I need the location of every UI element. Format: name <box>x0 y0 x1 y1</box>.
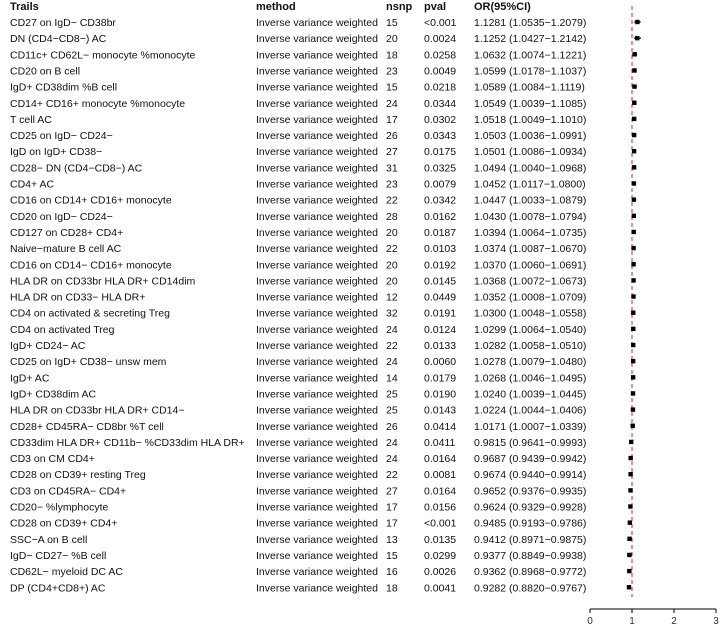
row-pval: 0.0414 <box>424 420 457 433</box>
row-pval: 0.0060 <box>424 356 457 369</box>
row-trait: CD11c+ CD62L− monocyte %monocyte <box>10 49 196 62</box>
table-row <box>10 227 586 239</box>
row-nsnp: 20 <box>386 259 398 272</box>
row-or-ci: 0.9652 (0.9376−0.9935) <box>474 485 587 498</box>
row-nsnp: 17 <box>386 113 398 126</box>
point-estimate <box>632 117 636 121</box>
row-method: Inverse variance weighted <box>256 243 378 256</box>
row-or-ci: 1.0171 (1.0007−1.0339) <box>474 420 587 433</box>
row-pval: 0.0026 <box>424 566 457 579</box>
row-pval: 0.0190 <box>424 388 457 401</box>
row-pval: 0.0143 <box>424 404 457 417</box>
row-method: Inverse variance weighted <box>256 275 378 288</box>
row-method: Inverse variance weighted <box>256 113 378 126</box>
row-nsnp: 23 <box>386 65 398 78</box>
row-or-ci: 1.0599 (1.0178−1.1037) <box>474 65 587 78</box>
point-estimate <box>628 472 632 476</box>
row-method: Inverse variance weighted <box>256 210 378 223</box>
row-trait: IgD+ CD38dim AC <box>10 388 97 401</box>
row-or-ci: 1.0452 (1.0117−1.0800) <box>474 178 586 191</box>
row-nsnp: 24 <box>386 323 398 336</box>
plot-area <box>587 6 719 627</box>
point-estimate <box>632 197 636 201</box>
point-estimate <box>628 520 632 524</box>
row-or-ci: 0.9377 (0.8849−0.9938) <box>474 549 587 562</box>
row-or-ci: 1.0224 (1.0044−1.0406) <box>474 404 587 417</box>
row-trait: DP (CD4+CD8+) AC <box>10 582 106 595</box>
table-row <box>10 114 586 126</box>
row-pval: 0.0342 <box>424 194 457 207</box>
x-tick-label: 3 <box>713 616 719 627</box>
row-trait: CD4 on activated & secreting Treg <box>10 307 170 320</box>
table-row <box>10 162 586 174</box>
x-tick-label: 0 <box>587 616 593 627</box>
row-nsnp: 26 <box>386 130 398 143</box>
row-nsnp: 27 <box>386 146 398 159</box>
row-method: Inverse variance weighted <box>256 436 378 449</box>
row-nsnp: 22 <box>386 194 398 207</box>
point-estimate <box>632 133 636 137</box>
row-or-ci: 1.0240 (1.0039−1.0445) <box>474 388 587 401</box>
row-trait: CD20 on B cell <box>10 65 81 78</box>
row-trait: IgD+ CD38dim %B cell <box>10 81 118 94</box>
table-row <box>10 243 586 255</box>
table-row <box>10 211 586 223</box>
row-pval: 0.0179 <box>424 372 457 385</box>
row-method: Inverse variance weighted <box>256 388 378 401</box>
row-nsnp: 15 <box>386 17 398 29</box>
row-pval: 0.0145 <box>424 275 457 288</box>
point-estimate <box>631 278 635 282</box>
row-nsnp: 24 <box>386 436 398 449</box>
row-nsnp: 18 <box>386 582 398 595</box>
row-trait: CD3 on CD45RA− CD4+ <box>10 485 127 498</box>
row-pval: 0.0079 <box>424 178 457 191</box>
row-nsnp: 22 <box>386 340 398 352</box>
table-row <box>10 550 586 562</box>
row-method: Inverse variance weighted <box>256 372 378 385</box>
table-row <box>10 485 586 497</box>
row-nsnp: 18 <box>386 49 398 62</box>
row-method: Inverse variance weighted <box>256 469 378 482</box>
row-pval: 0.0081 <box>424 469 457 482</box>
row-pval: 0.0218 <box>424 81 457 94</box>
row-or-ci: 1.0374 (1.0087−1.0670) <box>474 243 587 256</box>
row-or-ci: 0.9624 (0.9329−0.9928) <box>474 501 587 514</box>
row-trait: CD25 on IgD+ CD38− unsw mem <box>10 356 167 369</box>
row-method: Inverse variance weighted <box>256 582 378 595</box>
point-estimate <box>635 36 639 40</box>
point-estimate <box>631 230 635 234</box>
row-method: Inverse variance weighted <box>256 501 378 514</box>
table-row <box>10 308 586 320</box>
row-nsnp: 17 <box>386 501 398 514</box>
row-trait: HLA DR on CD33br HLA DR+ CD14− <box>10 404 185 417</box>
row-method: Inverse variance weighted <box>256 259 378 272</box>
row-or-ci: 1.0300 (1.0048−1.0558) <box>474 307 587 320</box>
row-nsnp: 22 <box>386 243 398 256</box>
table-row <box>10 372 586 384</box>
point-estimate <box>631 391 635 395</box>
row-method: Inverse variance weighted <box>256 356 378 369</box>
row-pval: 0.0124 <box>424 323 457 336</box>
row-trait: CD20 on IgD− CD24− <box>10 210 113 223</box>
table-row <box>10 582 586 594</box>
row-or-ci: 0.9687 (0.9439−0.9942) <box>474 453 587 466</box>
row-method: Inverse variance weighted <box>256 533 378 546</box>
row-nsnp: 24 <box>386 356 398 369</box>
row-or-ci: 1.0501 (1.0086−1.0934) <box>474 146 587 159</box>
row-trait: IgD− CD27− %B cell <box>10 549 107 562</box>
point-estimate <box>628 456 632 460</box>
point-estimate <box>635 20 639 24</box>
row-pval: 0.0175 <box>424 146 457 159</box>
row-trait: CD33dim HLA DR+ CD11b− %CD33dim HLA DR+ <box>10 436 245 449</box>
row-or-ci: 1.0518 (1.0049−1.1010) <box>474 113 587 126</box>
row-method: Inverse variance weighted <box>256 97 378 110</box>
table-row <box>10 518 586 530</box>
row-nsnp: 24 <box>386 97 398 110</box>
row-trait: CD28− DN (CD4−CD8−) AC <box>10 162 143 175</box>
row-method: Inverse variance weighted <box>256 17 378 29</box>
row-trait: CD28 on CD39+ CD4+ <box>10 517 118 530</box>
row-pval: 0.0103 <box>424 243 457 256</box>
row-trait: CD127 on CD28+ CD4+ <box>10 226 124 239</box>
row-nsnp: 20 <box>386 33 398 46</box>
row-pval: 0.0162 <box>424 210 457 223</box>
table-row <box>10 179 586 191</box>
row-nsnp: 25 <box>386 388 398 401</box>
table-row <box>10 566 586 578</box>
point-estimate <box>631 375 635 379</box>
row-method: Inverse variance weighted <box>256 226 378 239</box>
row-or-ci: 1.0368 (1.0072−1.0673) <box>474 275 587 288</box>
table-row <box>10 437 586 449</box>
row-method: Inverse variance weighted <box>256 162 378 175</box>
row-method: Inverse variance weighted <box>256 307 378 320</box>
row-nsnp: 24 <box>386 453 398 466</box>
point-estimate <box>631 246 635 250</box>
point-estimate <box>631 294 635 298</box>
row-method: Inverse variance weighted <box>256 65 378 78</box>
row-method: Inverse variance weighted <box>256 340 378 352</box>
row-pval: 0.0164 <box>424 453 457 466</box>
row-trait: CD28 on CD39+ resting Treg <box>10 469 146 482</box>
row-method: Inverse variance weighted <box>256 33 378 46</box>
point-estimate <box>627 553 631 557</box>
row-nsnp: 32 <box>386 307 398 320</box>
header-method: method <box>256 1 296 13</box>
row-method: Inverse variance weighted <box>256 566 378 579</box>
row-nsnp: 31 <box>386 162 398 175</box>
point-estimate <box>632 181 636 185</box>
table-row <box>10 33 586 45</box>
table-row <box>10 195 586 207</box>
row-trait: CD20− %lymphocyte <box>10 501 109 514</box>
row-pval: 0.0343 <box>424 130 457 143</box>
table-row <box>10 65 586 77</box>
row-or-ci: 1.0299 (1.0064−1.0540) <box>474 323 587 336</box>
row-trait: HLA DR on CD33br HLA DR+ CD14dim <box>10 275 196 288</box>
row-trait: IgD on IgD+ CD38− <box>10 146 103 159</box>
row-method: Inverse variance weighted <box>256 194 378 207</box>
table-row <box>10 146 586 158</box>
row-trait: HLA DR on CD33− HLA DR+ <box>10 291 146 304</box>
table-row <box>10 130 586 142</box>
table-row <box>10 405 586 417</box>
row-or-ci: 1.0430 (1.0078−1.0794) <box>474 210 587 223</box>
row-trait: T cell AC <box>10 113 52 126</box>
row-trait: SSC−A on B cell <box>10 533 88 546</box>
table-row <box>10 49 586 61</box>
point-estimate <box>632 165 636 169</box>
table-row <box>10 388 586 400</box>
table-row <box>10 259 586 271</box>
table-row <box>10 82 585 94</box>
table-row <box>10 356 586 368</box>
row-or-ci: 1.0268 (1.0046−1.0495) <box>474 372 587 385</box>
point-estimate <box>632 214 636 218</box>
row-nsnp: 25 <box>386 404 398 417</box>
point-estimate <box>632 52 636 56</box>
row-trait: CD14+ CD16+ monocyte %monocyte <box>10 97 186 110</box>
row-method: Inverse variance weighted <box>256 81 378 94</box>
row-method: Inverse variance weighted <box>256 517 378 530</box>
table-row <box>10 324 586 336</box>
point-estimate <box>632 101 636 105</box>
header-or-ci: OR(95%CI) <box>474 1 531 13</box>
x-tick-label: 1 <box>629 616 635 627</box>
row-or-ci: 1.0370 (1.0060−1.0691) <box>474 259 587 272</box>
row-trait: CD4+ AC <box>10 178 55 191</box>
row-nsnp: 20 <box>386 226 398 239</box>
row-method: Inverse variance weighted <box>256 291 378 304</box>
header-trails: Trails <box>10 1 39 13</box>
row-pval: 0.0191 <box>424 307 457 320</box>
table-row <box>10 98 586 110</box>
row-method: Inverse variance weighted <box>256 323 378 336</box>
row-pval: 0.0299 <box>424 549 457 562</box>
row-pval: 0.0135 <box>424 533 457 546</box>
point-estimate <box>631 343 635 347</box>
row-trait: IgD+ AC <box>10 372 50 385</box>
table-row <box>10 340 586 352</box>
header-nsnp: nsnp <box>386 1 413 13</box>
point-estimate <box>632 68 636 72</box>
point-estimate <box>627 569 631 573</box>
row-trait: CD16 on CD14+ CD16+ monocyte <box>10 194 172 207</box>
row-method: Inverse variance weighted <box>256 420 378 433</box>
row-or-ci: 1.0278 (1.0079−1.0480) <box>474 356 587 369</box>
point-estimate <box>631 424 635 428</box>
table-row <box>10 292 586 304</box>
row-nsnp: 13 <box>386 533 398 546</box>
row-method: Inverse variance weighted <box>256 404 378 417</box>
row-trait: DN (CD4−CD8−) AC <box>10 33 107 46</box>
row-pval: <0.001 <box>424 17 457 29</box>
row-or-ci: 0.9412 (0.8971−0.9875) <box>474 533 587 546</box>
row-pval: 0.0024 <box>424 33 457 46</box>
row-trait: CD25 on IgD− CD24− <box>10 130 113 143</box>
row-nsnp: 23 <box>386 178 398 191</box>
point-estimate <box>627 537 631 541</box>
row-method: Inverse variance weighted <box>256 146 378 159</box>
x-tick-label: 2 <box>671 616 677 627</box>
row-method: Inverse variance weighted <box>256 178 378 191</box>
row-pval: 0.0133 <box>424 340 457 352</box>
row-or-ci: 1.0394 (1.0064−1.0735) <box>474 226 587 239</box>
row-trait: CD4 on activated Treg <box>10 323 115 336</box>
row-or-ci: 1.0447 (1.0033−1.0879) <box>474 194 587 207</box>
row-nsnp: 15 <box>386 549 398 562</box>
point-estimate <box>629 440 633 444</box>
row-or-ci: 1.0549 (1.0039−1.1085) <box>474 97 587 110</box>
row-method: Inverse variance weighted <box>256 49 378 62</box>
point-estimate <box>631 327 635 331</box>
row-pval: 0.0325 <box>424 162 457 175</box>
row-trait: Naive−mature B cell AC <box>10 243 122 256</box>
row-or-ci: 1.0352 (1.0008−1.0709) <box>474 291 587 304</box>
row-trait: CD62L− myeloid DC AC <box>10 566 123 579</box>
row-nsnp: 16 <box>386 566 398 579</box>
point-estimate <box>631 407 635 411</box>
column-headers <box>10 1 531 13</box>
point-estimate <box>632 149 636 153</box>
row-method: Inverse variance weighted <box>256 453 378 466</box>
header-pval: pval <box>424 1 447 13</box>
row-pval: 0.0192 <box>424 259 457 272</box>
row-or-ci: 1.1281 (1.0535−1.2079) <box>474 17 587 29</box>
point-estimate <box>628 488 632 492</box>
row-pval: 0.0302 <box>424 113 457 126</box>
table-row <box>10 17 586 29</box>
row-trait: CD16 on CD14− CD16+ monocyte <box>10 259 172 272</box>
table-row <box>10 421 586 433</box>
row-or-ci: 1.0589 (1.0084−1.1119) <box>474 81 585 94</box>
row-nsnp: 12 <box>386 291 398 304</box>
table-row <box>10 502 586 514</box>
table-row <box>10 534 586 546</box>
point-estimate <box>631 262 635 266</box>
row-nsnp: 14 <box>386 372 398 385</box>
row-pval: <0.001 <box>424 517 457 530</box>
row-or-ci: 1.0494 (1.0040−1.0968) <box>474 162 587 175</box>
row-method: Inverse variance weighted <box>256 130 378 143</box>
table-row <box>10 469 586 481</box>
row-nsnp: 26 <box>386 420 398 433</box>
row-nsnp: 15 <box>386 81 398 94</box>
row-pval: 0.0156 <box>424 501 457 514</box>
row-trait: CD27 on IgD− CD38br <box>10 17 116 29</box>
point-estimate <box>631 359 635 363</box>
row-or-ci: 0.9815 (0.9641−0.9993) <box>474 436 587 449</box>
row-pval: 0.0187 <box>424 226 457 239</box>
row-nsnp: 28 <box>386 210 398 223</box>
row-nsnp: 27 <box>386 485 398 498</box>
point-estimate <box>628 504 632 508</box>
row-nsnp: 20 <box>386 275 398 288</box>
row-pval: 0.0164 <box>424 485 457 498</box>
row-pval: 0.0041 <box>424 582 457 595</box>
row-or-ci: 1.0282 (1.0058−1.0510) <box>474 340 587 352</box>
table-row <box>10 453 586 465</box>
row-trait: IgD+ CD24− AC <box>10 340 86 352</box>
row-nsnp: 22 <box>386 469 398 482</box>
point-estimate <box>631 311 635 315</box>
row-nsnp: 17 <box>386 517 398 530</box>
row-or-ci: 1.1252 (1.0427−1.2142) <box>474 33 587 46</box>
row-or-ci: 1.0632 (1.0074−1.1221) <box>474 49 587 62</box>
row-pval: 0.0344 <box>424 97 457 110</box>
row-or-ci: 0.9362 (0.8968−0.9772) <box>474 566 587 579</box>
point-estimate <box>627 585 631 589</box>
row-or-ci: 1.0503 (1.0036−1.0991) <box>474 130 587 143</box>
row-method: Inverse variance weighted <box>256 549 378 562</box>
row-method: Inverse variance weighted <box>256 485 378 498</box>
row-trait: CD3 on CM CD4+ <box>10 453 95 466</box>
table-row <box>10 275 586 287</box>
table-rows <box>10 17 586 594</box>
row-pval: 0.0449 <box>424 291 457 304</box>
row-or-ci: 0.9485 (0.9193−0.9786) <box>474 517 587 530</box>
row-or-ci: 0.9282 (0.8820−0.9767) <box>474 582 587 595</box>
row-trait: CD28+ CD45RA− CD8br %T cell <box>10 420 164 433</box>
row-pval: 0.0258 <box>424 49 457 62</box>
point-estimate <box>632 84 636 88</box>
row-pval: 0.0049 <box>424 65 457 78</box>
row-pval: 0.0411 <box>424 436 456 449</box>
row-or-ci: 0.9674 (0.9440−0.9914) <box>474 469 587 482</box>
